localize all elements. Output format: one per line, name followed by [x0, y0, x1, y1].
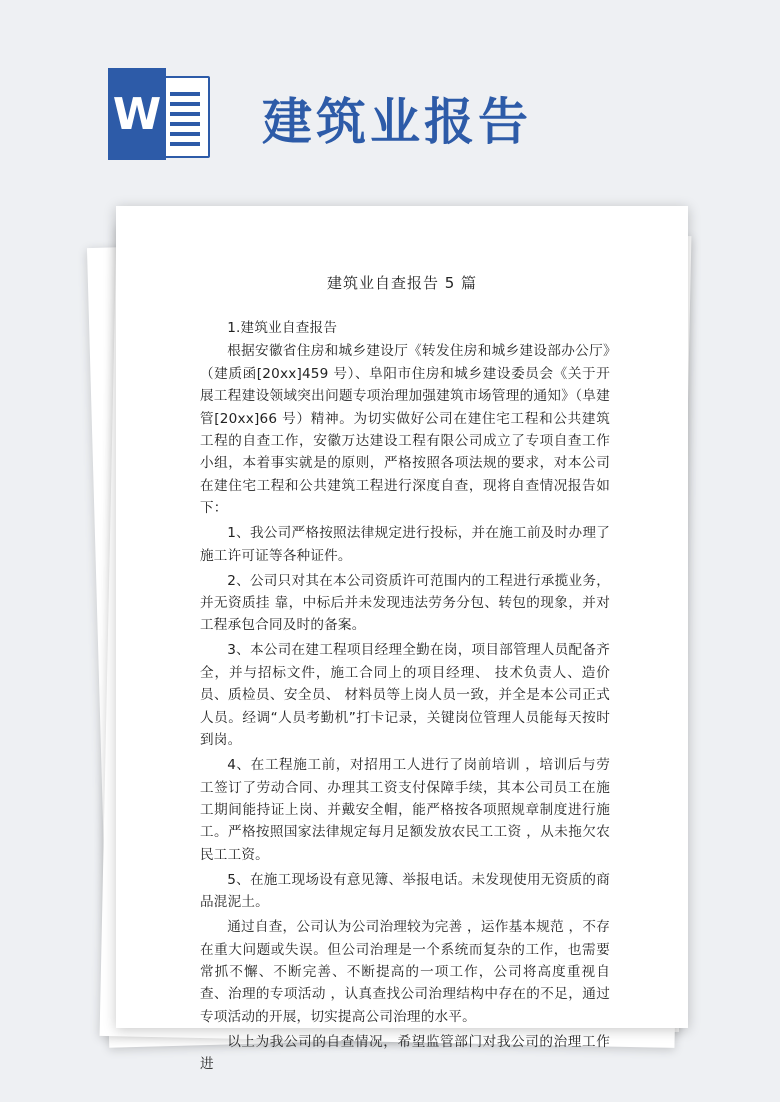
section-heading: 1.建筑业自查报告: [227, 320, 338, 336]
paragraph: 根据安徽省住房和城乡建设厅《转发住房和城乡建设部办公厅》（建质函[20xx]459 号）、阜阳市住房和城乡建设委员会《关于开展工程建设领域突出问题专项治理加强建筑市场管理的通知》（阜建管[20xx]66 号）精神。为切实做好公司在建住宅工程和公共建筑工程的自查工作，安徽万达建设工程有限公司成立了专项自查工作小组，本着事实就是的原则，严格按照各项法规的要求，对本公司在建住宅工程和公共建筑工程进行深度自查，现将自查情况报告如下：: [200, 343, 610, 517]
paragraph: 2、公司只对其在本公司资质许可范围内的工程进行承揽业务，并无资质挂 靠，中标后并未发现违法劳务分包、转包的现象，并对工程承包合同及时的备案。: [200, 572, 610, 634]
paragraph: 1、我公司严格按照法律规定进行投标，并在施工前及时办理了施工许可证等各种证件。: [200, 525, 610, 564]
word-badge-icon: W: [108, 68, 166, 160]
document-title: 建筑业自查报告 5 篇: [326, 274, 478, 292]
document-body: [200, 317, 610, 1078]
word-logo: [108, 68, 210, 160]
paragraph: 4、在工程施工前，对招用工人进行了岗前培训 ，培训后与劳工签订了劳动合同、办理其工资支付保障手续，其本公司员工在施工期间能持证上岗、并戴安全帽，能严格按各项照规章制度进行施工。严格按照国家法律规定每月足额发放农民工工资 ，从未拖欠农民工工资。: [200, 757, 610, 863]
paragraph: 通过自查，公司认为公司治理较为完善 ，运作基本规范 ，不存在重大问题或失误。但公司治理是一个系统而复杂的工作，也需要常抓不懈、不断完善、不断提高的一项工作，公司将高度重视自查、治理的专项活动 ，认真查找公司治理结构中存在的不足，通过专项活动的开展，切实提高公司治理的水平。: [200, 919, 610, 1025]
paragraph: 以上为我公司的自查情况，希望监管部门对我公司的治理工作进: [200, 1033, 610, 1073]
paragraph: 3、本公司在建工程项目经理全勤在岗，项目部管理人员配备齐全，并与招标文件，施工合同上的项目经理、 技术负责人、造价员、质检员、安全员、 材料员等上岗人员一致，并全是本公司正式人员。经调“人员考勤机”打卡记录，关键岗位管理人员能每天按时到岗。: [200, 642, 610, 749]
paragraph: 5、在施工现场设有意见簿、举报电话。未发现使用无资质的商品混泥土。: [200, 871, 610, 911]
document-page: [116, 206, 688, 1073]
page-title: 建筑业报告: [262, 92, 532, 151]
